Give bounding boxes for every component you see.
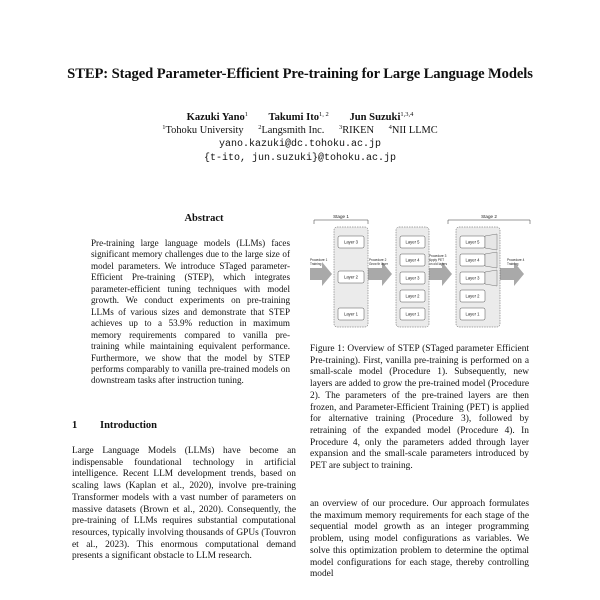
affiliation: Tohoku University <box>165 125 244 136</box>
svg-text:Layer 4: Layer 4 <box>465 257 480 263</box>
col3-layer <box>460 254 485 266</box>
stage-1-bracket <box>314 214 368 224</box>
col3-layer <box>460 290 485 302</box>
affil-mark: 4 <box>388 124 392 131</box>
svg-text:Layer 1: Layer 1 <box>405 311 420 317</box>
section-heading <box>72 420 157 431</box>
pet-adapter-shape <box>485 252 497 268</box>
procedure-1-label: Procedure 1 Training <box>310 258 328 266</box>
col2-layer <box>400 290 425 302</box>
procedure-3-label: Procedure 3 Apply PET on old layers <box>429 254 448 266</box>
affil-mark: 3 <box>338 124 343 131</box>
author-name: Takumi Ito <box>268 112 320 123</box>
figure-caption: Figure 1: Overview of STEP (STaged parameter Efficient Pre-training). First, vanilla pre-training is performed on a small-scale model (Procedure 1). Subsequently, new layers are added to grow the pre-trained model (Procedure 2). The parameters of the pre-trained layers are then frozen, and Parameter-Efficient Training (PET) is applied for alternative training (Procedure 3), followed by retraining of the expanded model (Procedure 4). In Procedure 4, only the parameters added through layer expansion and the small-scale parameters introduced by PET are subject to training. <box>310 344 529 472</box>
procedure-2-label: Procedure 2 Grow th layer <box>369 258 388 266</box>
col1-layer <box>338 236 364 248</box>
author-affil-mark: 1 <box>244 111 249 118</box>
svg-text:Layer 1: Layer 1 <box>465 311 480 317</box>
col2-layer <box>400 236 425 248</box>
author-affil-mark: 1,3,4 <box>400 111 414 118</box>
introduction-text: Large Language Models (LLMs) have become an indispensable foundational technology in artificial intelligence. Recent LLM development trends, based on scaling laws (Kaplan et al., 2020), involve pre-training Transformer models with a vast number of parameters on massive datasets (Brown et al., 2020). Consequently, the pre-training of LLMs requires substantial computational resources, typically involving thousands of GPUs (Touvron et al., 2023). This enormous computational demand presents a significant obstacle to LLM research. <box>72 446 296 562</box>
author-list <box>0 111 600 123</box>
right-column-text: an overview of our procedure. Our approach formulates the maximum memory requirements for each stage of the sequential model growth as an integer programming problem, using model configurations as variables. We solve this optimization problem to determine the optimal model configurations for each stage, thereby controlling model <box>310 499 529 580</box>
abstract-heading: Abstract <box>184 213 224 224</box>
svg-text:Layer 3: Layer 3 <box>465 275 480 281</box>
pet-adapter-shape <box>485 234 497 250</box>
svg-text:Layer 3: Layer 3 <box>344 239 358 245</box>
pet-adapter-shape <box>485 270 497 286</box>
col3-layer <box>460 272 485 284</box>
affil-mark: 1 <box>162 124 166 131</box>
svg-text:Layer 5: Layer 5 <box>465 239 480 245</box>
section-number: 1 <box>72 420 78 431</box>
svg-text:Layer 4: Layer 4 <box>405 257 420 263</box>
col3-layer <box>460 236 485 248</box>
svg-text:Layer 1: Layer 1 <box>344 311 358 317</box>
col1-layer <box>338 308 364 320</box>
col2-layer <box>400 254 425 266</box>
affiliation: Langsmith Inc. <box>261 125 325 136</box>
affil-mark: 2 <box>258 124 262 131</box>
stage-2-bracket <box>448 214 530 224</box>
procedure-4-label: Procedure 4 Training <box>507 258 525 266</box>
email-line: yano.kazuki@dc.tohoku.ac.jp <box>218 139 382 150</box>
section-title: Introduction <box>100 420 157 431</box>
author-affil-mark: 1, 2 <box>319 111 329 118</box>
figure-1-diagram <box>308 210 533 335</box>
svg-text:Layer 2: Layer 2 <box>405 293 420 299</box>
abstract-text: Pre-training large language models (LLMs) faces significant memory challenges due to the large size of model parameters. We introduce STaged parameter-Efficient Pre-training (STEP), which integrates parameter-efficient tuning techniques with model growth. We conduct experiments on pre-training LLMs of various sizes and demonstrate that STEP achieves up to a 53.9% reduction in maximum memory requirements compared to vanilla pre-training while maintaining equivalent performance. Furthermore, we show that the model by STEP performs comparably to vanilla pre-trained models on downstream tasks after instruction tuning. <box>91 238 290 386</box>
col2-layer <box>400 308 425 320</box>
svg-text:Layer 2: Layer 2 <box>344 274 358 280</box>
stage-2-label: Stage 2 <box>481 214 497 219</box>
email-line: {t-ito, jun.suzuki}@tohoku.ac.jp <box>203 153 397 164</box>
author-name: Kazuki Yano <box>186 112 245 123</box>
author-name: Jun Suzuki <box>349 112 401 123</box>
col3-layer <box>460 308 485 320</box>
svg-text:Layer 3: Layer 3 <box>405 275 420 281</box>
col1-layer <box>338 271 364 283</box>
stage-1-label: Stage 1 <box>333 214 349 219</box>
affiliation-list <box>0 124 600 136</box>
affiliation: NII LLMC <box>391 125 438 136</box>
svg-text:Layer 2: Layer 2 <box>465 293 480 299</box>
col2-layer <box>400 272 425 284</box>
affiliation: RIKEN <box>342 125 374 136</box>
svg-text:Layer 5: Layer 5 <box>405 239 420 245</box>
paper-title: STEP: Staged Parameter-Efficient Pre-training for Large Language Models <box>67 66 533 82</box>
